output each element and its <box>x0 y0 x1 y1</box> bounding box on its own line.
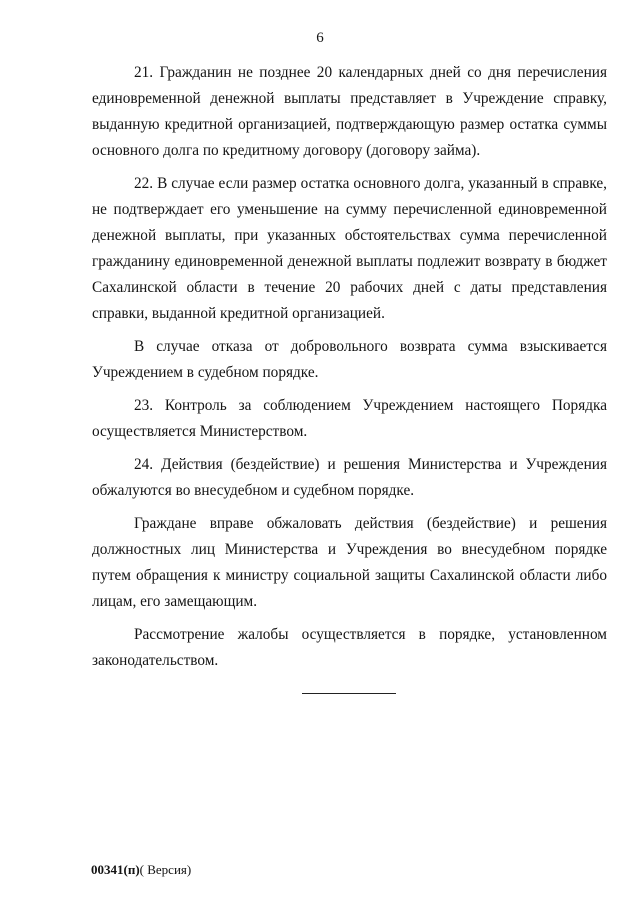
document-version: ( Версия) <box>139 862 192 877</box>
closing-divider <box>302 693 396 694</box>
paragraph-22: 22. В случае если размер остатка основного долга, указанный в справке, не подтверждает его уменьшение на сумму перечисленной единовременной денежной выплаты, при указанных обстоятельствах сумма перечисленной гражданину единовременной денежной выплаты подлежит возврату в бюджет Сахалинской области в течение 20 рабочих дней с даты представления справки, выданной кредитной организацией. <box>92 175 607 322</box>
document-code: 00341(п) <box>91 862 140 877</box>
document-body <box>92 60 607 681</box>
paragraph-24-review: Рассмотрение жалобы осуществляется в порядке, установленном законодательством. <box>92 626 607 669</box>
paragraph-22-refusal: В случае отказа от добровольного возврата сумма взыскивается Учреждением в судебном порядке. <box>92 338 607 381</box>
paragraph-24-appeal: Граждане вправе обжаловать действия (бездействие) и решения должностных лиц Министерства и Учреждения во внесудебном порядке путем обращения к министру социальной защиты Сахалинской области либо лицам, его замещающим. <box>92 515 607 610</box>
paragraph-21: 21. Гражданин не позднее 20 календарных дней со дня перечисления единовременной денежной выплаты представляет в Учреждение справку, выданную кредитной организацией, подтверждающую размер остатка суммы основного долга по кредитному договору (договору займа). <box>92 64 607 159</box>
footer-document-code <box>91 862 191 878</box>
paragraph-23: 23. Контроль за соблюдением Учреждением настоящего Порядка осуществляется Министерством. <box>92 397 607 440</box>
page-number: 6 <box>316 30 324 46</box>
paragraph-24: 24. Действия (бездействие) и решения Министерства и Учреждения обжалуются во внесудебном и судебном порядке. <box>92 456 607 499</box>
